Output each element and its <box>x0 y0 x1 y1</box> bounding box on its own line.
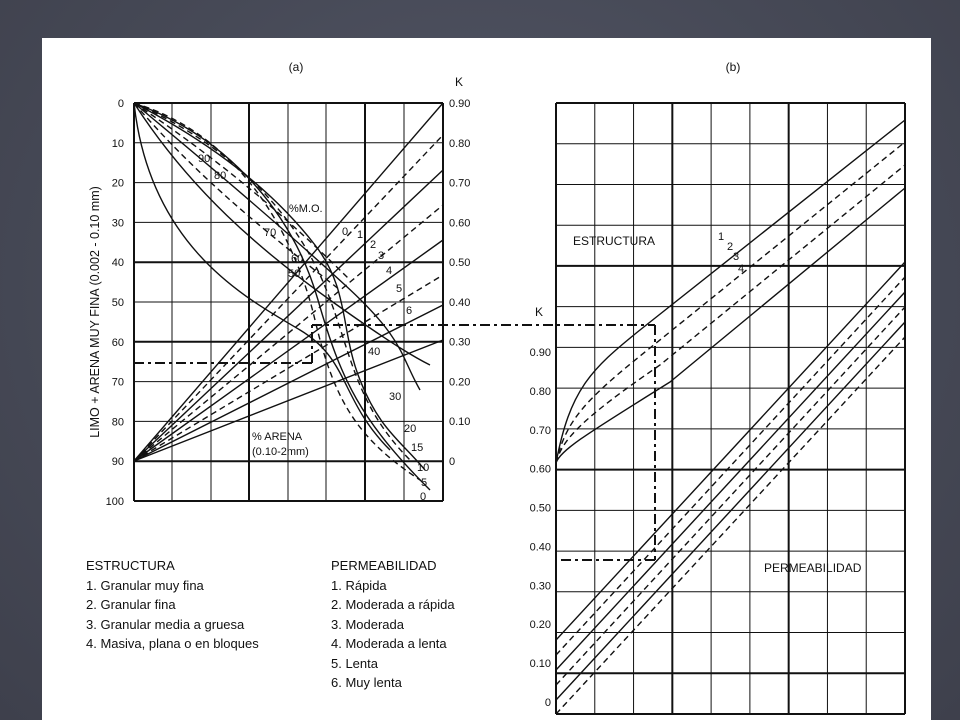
panel-a-mo-label: 10 <box>417 462 430 474</box>
panel-a-k-tick-label: 0.30 <box>449 336 471 349</box>
legend-permeability-item: 3. Moderada <box>331 616 404 632</box>
panel-a-mo-label: 40 <box>368 346 381 358</box>
panel-a-sand-subtitle: (0.10-2mm) <box>252 446 309 458</box>
panel-b-k-tick-label: 0.90 <box>529 347 551 359</box>
panel-a-mo-label: 3 <box>378 250 385 262</box>
panel-b-k-tick-label: 0.60 <box>529 463 551 476</box>
panel-a-left-tick-label: 60 <box>111 336 124 349</box>
legend-permeability-item: 1. Rápida <box>331 577 387 593</box>
panel-a-k-title: K <box>454 75 464 89</box>
panel-b-structure-labels <box>718 231 744 275</box>
panel-a-mo-label: 5 <box>396 283 403 295</box>
panel-a-mo-label: 1 <box>357 229 364 241</box>
panel-b-label: (b) <box>725 60 741 74</box>
panel-a-sand-title: % ARENA <box>252 431 303 443</box>
panel-a-mo-label: 0 <box>420 491 427 503</box>
panel-a-mo-label: 90 <box>198 153 211 165</box>
panel-a-left-tick-label: 90 <box>111 456 124 469</box>
legend-permeability-item: 4. Moderada a lenta <box>331 636 447 651</box>
panel-a-k-tick-label: 0.60 <box>449 217 471 230</box>
panel-a-left-tick-label: 30 <box>111 217 124 230</box>
legend-permeability-item: 6. Muy lenta <box>331 675 402 690</box>
legend-structure-item: 2. Granular fina <box>86 597 176 612</box>
panel-b-k-tick-label: 0.80 <box>529 385 551 398</box>
panel-a-left-tick-label: 40 <box>111 257 124 270</box>
panel-a-mo-label: 20 <box>404 423 417 435</box>
panel-a-k-tick-label: 0.20 <box>449 376 471 389</box>
panel-a-mo-label: 0 <box>342 226 349 238</box>
legend-structure-title: ESTRUCTURA <box>86 558 175 573</box>
legend-permeability <box>331 556 455 693</box>
panel-a-k-tick-label: 0 <box>449 456 456 468</box>
panel-a-mo-label: 6 <box>406 305 413 317</box>
panel-b-k-tick-label: 0.30 <box>529 580 551 593</box>
panel-b-k-tick-label: 0.40 <box>529 541 551 554</box>
panel-a-mo-label: 2 <box>370 239 377 251</box>
panel-b-permeability-lines <box>556 262 905 714</box>
legend-structure <box>86 556 259 654</box>
panel-a <box>88 60 655 508</box>
panel-a-mo-label: 30 <box>389 391 402 403</box>
panel-b-k-tick-label: 0.50 <box>529 502 551 515</box>
legend-structure-item: 1. Granular muy fina <box>86 577 204 593</box>
panel-a-left-tick-label: 70 <box>111 376 124 389</box>
panel-a-left-tick-label: 80 <box>111 416 124 429</box>
panel-a-left-tick-label: 100 <box>105 496 124 508</box>
panel-a-mo-label: 4 <box>386 265 393 277</box>
panel-b-k-tick-label: 0.70 <box>529 424 551 437</box>
panel-b-structure-label: 2 <box>727 241 734 253</box>
panel-b-ticks <box>530 347 551 709</box>
panel-a-left-tick-label: 10 <box>111 137 124 150</box>
legend-structure-item: 4. Masiva, plana o en bloques <box>86 636 259 651</box>
panel-a-left-tick-label: 50 <box>111 297 124 309</box>
panel-a-mo-title: %M.O. <box>289 203 323 215</box>
panel-b-structure-label: 3 <box>733 251 740 263</box>
panel-a-mo-label: 5 <box>421 477 428 489</box>
panel-b-permeability-title: PERMEABILIDAD <box>764 561 862 575</box>
panel-a-mo-label: 80 <box>214 170 227 182</box>
panel-b-structure-label: 4 <box>738 263 745 275</box>
panel-a-k-tick-label: 0.50 <box>449 257 471 270</box>
panel-b-structure-title: ESTRUCTURA <box>573 234 656 248</box>
legend-permeability-title: PERMEABILIDAD <box>331 558 437 573</box>
panel-a-k-tick-label: 0.40 <box>449 296 471 309</box>
panel-a-k-tick-label: 0.10 <box>449 416 471 429</box>
legend-structure-item: 3. Granular media a gruesa <box>86 616 245 632</box>
panel-b-k-tick-label: 0.20 <box>529 619 551 632</box>
panel-b-structure-lines <box>556 120 905 463</box>
panel-a-k-tick-label: 0.70 <box>449 177 471 190</box>
panel-b-structure-label: 1 <box>718 231 725 243</box>
panel-b-k-tick-label: 0.10 <box>529 658 551 671</box>
panel-b-k-title: K <box>534 305 544 319</box>
panel-a-left-tick-label: 0 <box>117 98 124 110</box>
panel-a-mo-label: 15 <box>411 442 424 454</box>
panel-b-grid <box>556 103 905 714</box>
panel-a-k-tick-label: 0.90 <box>449 98 471 110</box>
panel-b-k-tick-label: 0 <box>544 697 551 709</box>
legend-permeability-item: 2. Moderada a rápida <box>331 597 455 612</box>
panel-a-y-axis-title: LIMO + ARENA MUY FINA (0.002 - 0.10 mm) <box>88 186 102 438</box>
panel-b <box>530 60 905 714</box>
panel-a-mo-label: 50 <box>288 268 301 280</box>
panel-a-label: (a) <box>288 60 304 74</box>
legend-permeability-item: 5. Lenta <box>331 655 378 671</box>
panel-a-mo-label: 70 <box>264 227 277 239</box>
panel-a-left-tick-label: 20 <box>111 177 124 190</box>
panel-a-k-tick-label: 0.80 <box>449 137 471 150</box>
panel-a-mo-label: 60 <box>291 253 304 265</box>
